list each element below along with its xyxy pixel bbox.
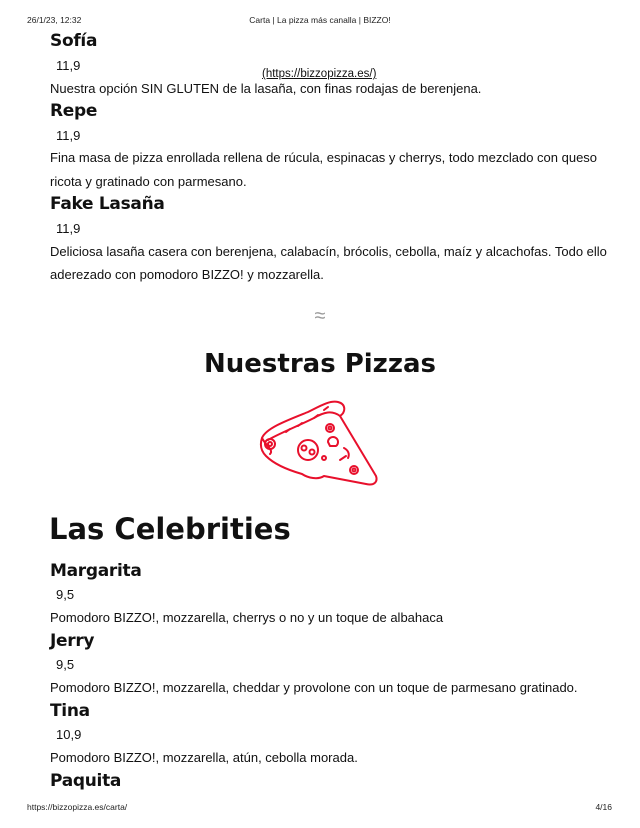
menu-item-name: Fake Lasaña [50,194,165,214]
pizza-price: 9,5 [56,657,75,672]
menu-item-price: 11,9 [56,58,81,73]
pizza-name: Paquita [50,771,122,791]
menu-item-name: Sofía [50,31,98,51]
menu-item-description: Deliciosa lasaña casera con berenjena, calabacín, brócolis, cebolla, maíz y alcachofas. Todo ello [50,244,607,259]
print-page-title: Carta | La pizza más canalla | BIZZO! [249,15,391,25]
pizza-name: Tina [50,701,90,721]
pizza-description: Pomodoro BIZZO!, mozzarella, cheddar y provolone con un toque de parmesano gratinado. [50,680,578,695]
print-page-number: 4/16 [595,802,612,812]
pizza-name: Margarita [50,561,142,581]
print-footer-url: https://bizzopizza.es/carta/ [27,802,128,812]
pizza-price: 9,5 [56,587,75,602]
pizza-description: Pomodoro BIZZO!, mozzarella, cherrys o no y un toque de albahaca [50,610,444,625]
menu-item-description: Fina masa de pizza enrollada rellena de rúcula, espinacas y cherrys, todo mezclado con queso [50,150,598,165]
menu-item-name: Repe [50,101,98,121]
divider-icon: ≈ [314,305,326,327]
home-link[interactable]: (https://bizzopizza.es/) [262,68,377,80]
pizza-name: Jerry [50,631,95,651]
pizza-price: 10,9 [56,727,82,742]
menu-item-description: ricota y gratinado con parmesano. [50,174,247,189]
pizza-description: Pomodoro BIZZO!, mozzarella, atún, cebolla morada. [50,750,358,765]
section-title: Nuestras Pizzas [204,349,436,379]
menu-item-description: Nuestra opción SIN GLUTEN de la lasaña, con finas rodajas de berenjena. [50,81,482,96]
menu-item-description: aderezado con pomodoro BIZZO! y mozzarella. [50,267,324,282]
category-title: Las Celebrities [49,512,291,546]
print-datetime: 26/1/23, 12:32 [27,15,82,25]
pizza-slice-icon [258,398,382,490]
menu-item-price: 11,9 [56,128,81,143]
menu-item-price: 11,9 [56,221,81,236]
